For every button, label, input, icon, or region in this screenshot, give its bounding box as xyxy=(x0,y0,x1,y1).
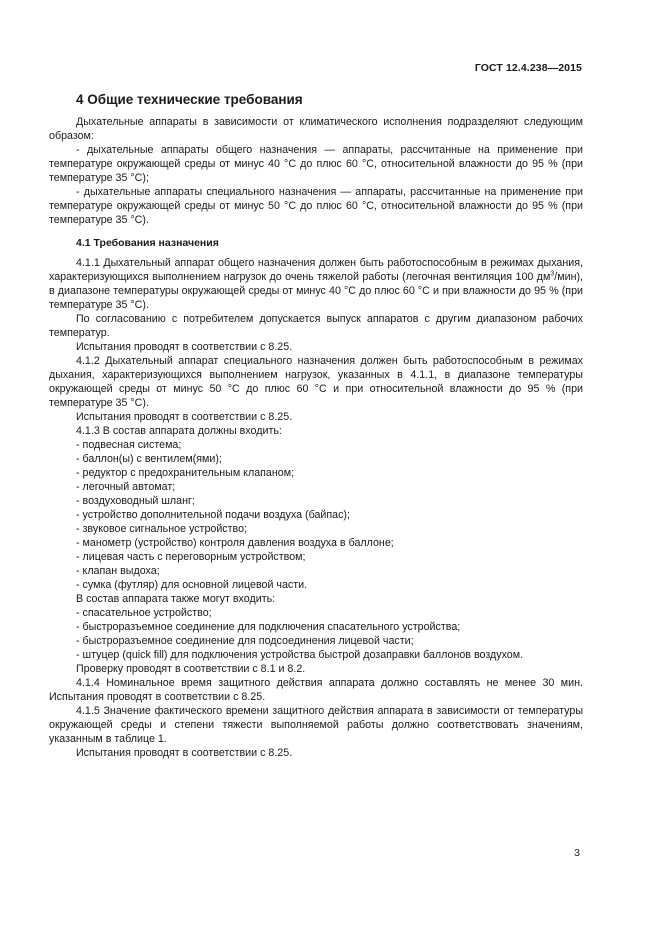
list-item: - баллон(ы) с вентилем(ями); xyxy=(76,453,222,465)
page-number: 3 xyxy=(574,847,580,859)
list-item: - подвесная система; xyxy=(76,439,182,451)
list-item: - спасательное устройство; xyxy=(76,607,212,619)
list-item: - устройство дополнительной подачи воздуха (байпас); xyxy=(76,509,350,521)
list-item: - воздуховодный шланг; xyxy=(76,495,195,507)
list-item: - легочный автомат; xyxy=(76,481,176,493)
intro-list-item: - дыхательные аппараты специального назначения — аппараты, рассчитанные на применение при температуре окружающей среды от минус 50 °С до плюс 60 °С, относительной влажности до 95 % (при температуре 35 °С). xyxy=(49,186,583,226)
paragraph-4-1-1-text-b: /мин), в диапазоне температуры окружающей среды от минус 40 °С до плюс 60 °С и при влажности до 95 % (при температуре 35 °С). xyxy=(49,271,583,311)
test-reference: Испытания проводят в соответствии с 8.25. xyxy=(76,747,293,759)
list-item: - быстроразъемное соединение для подключения спасательного устройства; xyxy=(76,621,461,633)
test-reference: Испытания проводят в соответствии с 8.25. xyxy=(76,411,293,423)
list-item: - быстроразъемное соединение для подсоединения лицевой части; xyxy=(76,635,414,647)
paragraph-4-1-3: 4.1.3 В состав аппарата должны входить: xyxy=(76,425,282,437)
list-item: - штуцер (quick fill) для подключения устройства быстрой дозаправки баллонов воздухом. xyxy=(76,649,524,661)
test-reference: Испытания проводят в соответствии с 8.25. xyxy=(76,341,293,353)
intro-paragraph: Дыхательные аппараты в зависимости от климатического исполнения подразделяют следующим образом: xyxy=(49,116,583,142)
paragraph-4-1-1-text-a: 4.1.1 Дыхательный аппарат общего назначения должен быть работоспособным в режимах дыхания, характеризующихся выполнением нагрузок до очень тяжелой работы (легочная вентиляция 100 дм xyxy=(49,257,583,283)
paragraph-agreement: По согласованию с потребителем допускается выпуск аппаратов с другим диапазоном рабочих температур. xyxy=(49,313,583,339)
optional-components-intro: В состав аппарата также могут входить: xyxy=(76,593,276,605)
subsection-heading: 4.1 Требования назначения xyxy=(76,237,219,249)
section-intro xyxy=(49,115,583,227)
list-item: - манометр (устройство) контроля давления воздуха в баллоне; xyxy=(76,537,394,549)
paragraph-4-1-1 xyxy=(49,256,583,312)
test-reference: Проверку проводят в соответствии с 8.1 и 8.2. xyxy=(76,663,306,675)
intro-list-item: - дыхательные аппараты общего назначения — аппараты, рассчитанные на применение при температуре окружающей среды от минус 40 °С до плюс 60 °С, относительной влажности до 95 % (при температуре 35 °С); xyxy=(49,144,583,184)
list-item: - редуктор с предохранительным клапаном; xyxy=(76,467,295,479)
list-item: - клапан выдоха; xyxy=(76,565,160,577)
list-item: - сумка (футляр) для основной лицевой части. xyxy=(76,579,308,591)
paragraph-4-1-5: 4.1.5 Значение фактического времени защитного действия аппарата в зависимости от температуры окружающей среды и степени тяжести выполняемой работы должно соответствовать значениям, указанным в таблице 1. xyxy=(49,705,583,745)
document-standard-id: ГОСТ 12.4.238—2015 xyxy=(474,62,582,74)
paragraph-4-1-4: 4.1.4 Номинальное время защитного действия аппарата должно составлять не менее 30 мин. Испытания проводят в соответствии с 8.25. xyxy=(49,677,583,703)
list-item: - лицевая часть с переговорным устройством; xyxy=(76,551,306,563)
subsection-body xyxy=(49,256,583,760)
unit-exponent: 3 xyxy=(550,270,555,278)
paragraph-4-1-2: 4.1.2 Дыхательный аппарат специального назначения должен быть работоспособным в режимах дыхания, характеризующихся выполнением нагрузок, указанных в 4.1.1, в диапазоне температуры окружающей среды от минус 50 °С до плюс 60 °С и при относительной влажности до 95 % (при температуре 35 °С). xyxy=(49,355,583,409)
list-item: - звуковое сигнальное устройство; xyxy=(76,523,248,535)
section-heading: 4 Общие технические требования xyxy=(76,92,303,107)
